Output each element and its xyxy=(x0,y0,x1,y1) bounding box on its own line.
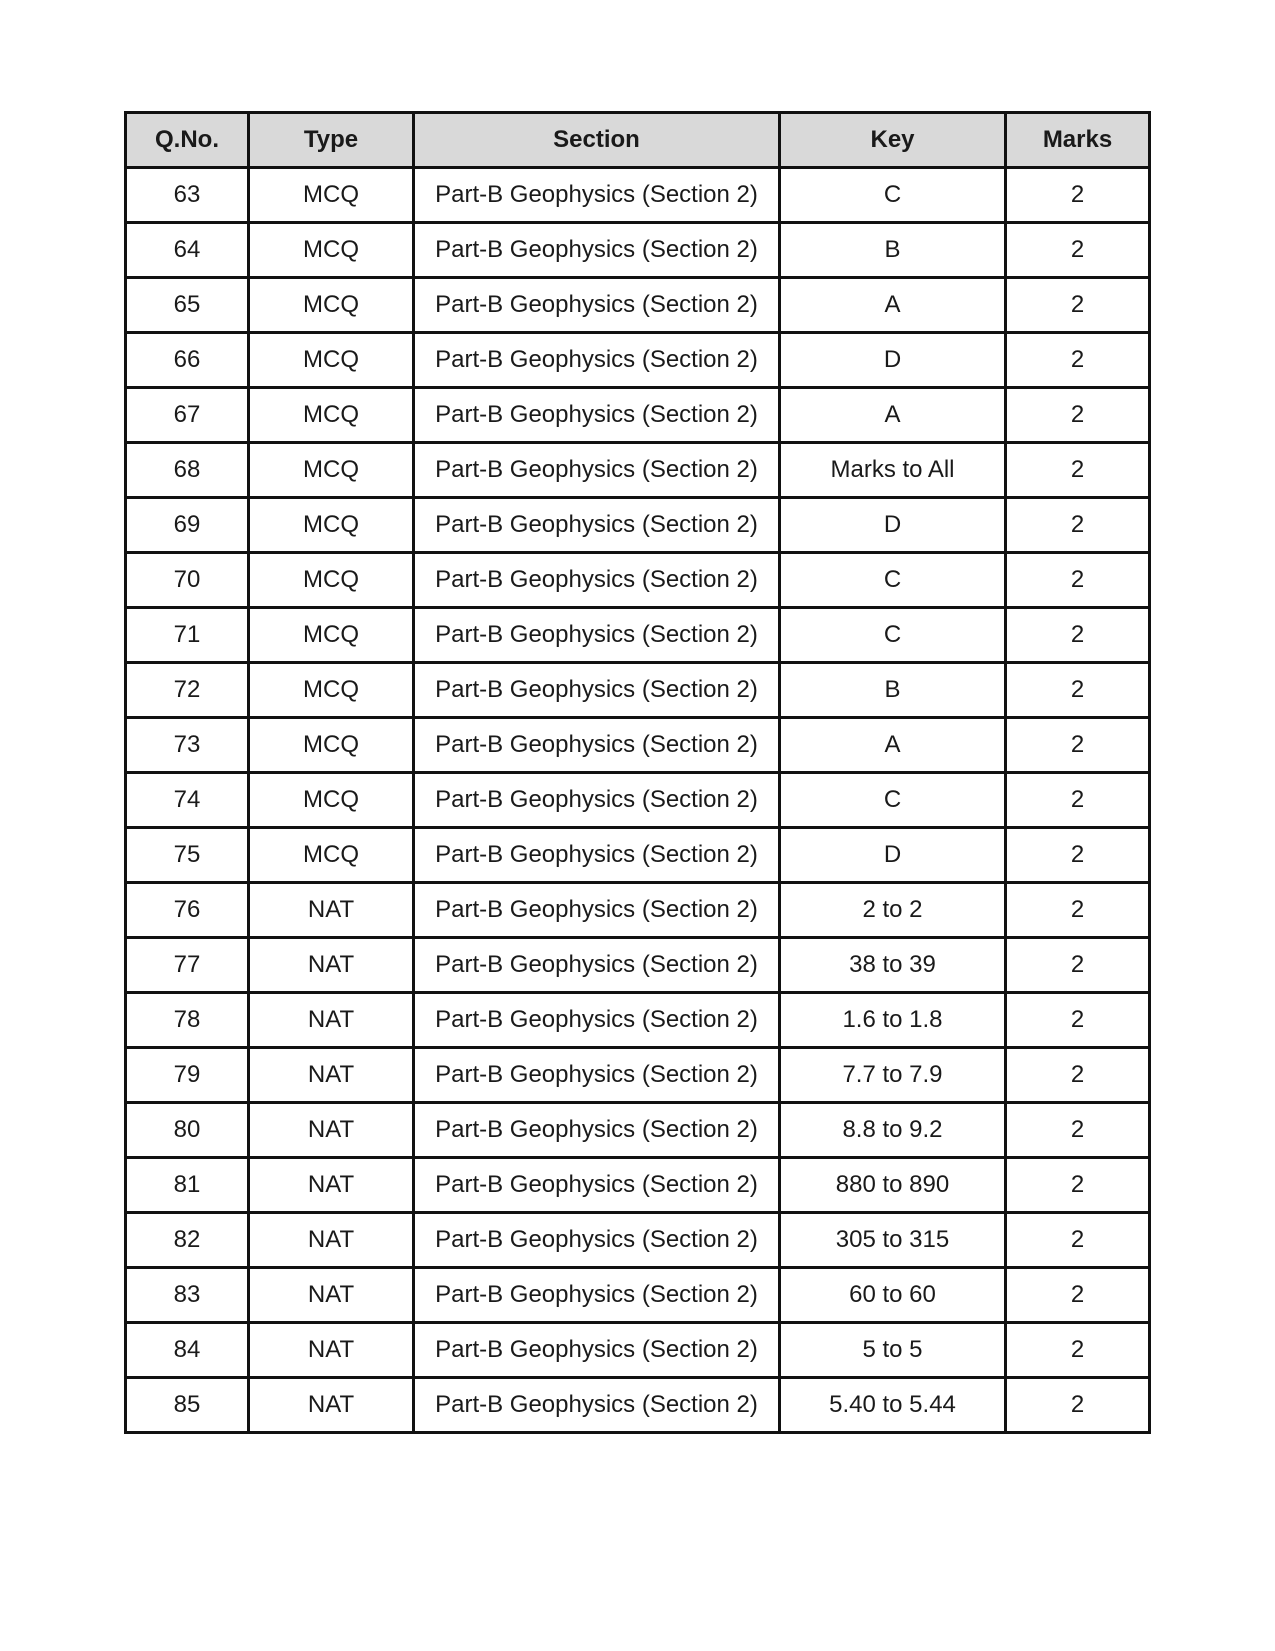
cell-marks: 2 xyxy=(1006,498,1150,553)
table-row xyxy=(126,883,1150,938)
cell-key: C xyxy=(780,608,1006,663)
cell-type: MCQ xyxy=(249,828,414,883)
table-row xyxy=(126,168,1150,223)
cell-section: Part-B Geophysics (Section 2) xyxy=(414,718,780,773)
cell-marks: 2 xyxy=(1006,938,1150,993)
cell-qno: 73 xyxy=(126,718,249,773)
table-row xyxy=(126,553,1150,608)
table-row xyxy=(126,1378,1150,1433)
table-row xyxy=(126,1323,1150,1378)
cell-key: A xyxy=(780,718,1006,773)
cell-qno: 63 xyxy=(126,168,249,223)
cell-key: C xyxy=(780,168,1006,223)
cell-marks: 2 xyxy=(1006,1213,1150,1268)
cell-marks: 2 xyxy=(1006,333,1150,388)
cell-key: C xyxy=(780,773,1006,828)
cell-type: NAT xyxy=(249,1213,414,1268)
cell-key: 5.40 to 5.44 xyxy=(780,1378,1006,1433)
table-body xyxy=(126,168,1150,1433)
cell-section: Part-B Geophysics (Section 2) xyxy=(414,553,780,608)
cell-qno: 66 xyxy=(126,333,249,388)
cell-type: MCQ xyxy=(249,388,414,443)
cell-qno: 71 xyxy=(126,608,249,663)
table-row xyxy=(126,1048,1150,1103)
cell-key: 7.7 to 7.9 xyxy=(780,1048,1006,1103)
cell-section: Part-B Geophysics (Section 2) xyxy=(414,663,780,718)
cell-section: Part-B Geophysics (Section 2) xyxy=(414,1213,780,1268)
table-row xyxy=(126,773,1150,828)
cell-section: Part-B Geophysics (Section 2) xyxy=(414,993,780,1048)
cell-marks: 2 xyxy=(1006,388,1150,443)
cell-marks: 2 xyxy=(1006,443,1150,498)
cell-section: Part-B Geophysics (Section 2) xyxy=(414,938,780,993)
table-header xyxy=(126,113,1150,168)
cell-marks: 2 xyxy=(1006,278,1150,333)
cell-section: Part-B Geophysics (Section 2) xyxy=(414,1323,780,1378)
cell-key: Marks to All xyxy=(780,443,1006,498)
cell-section: Part-B Geophysics (Section 2) xyxy=(414,333,780,388)
header-section: Section xyxy=(414,113,780,168)
header-row xyxy=(126,113,1150,168)
cell-section: Part-B Geophysics (Section 2) xyxy=(414,608,780,663)
cell-key: 38 to 39 xyxy=(780,938,1006,993)
cell-section: Part-B Geophysics (Section 2) xyxy=(414,1268,780,1323)
cell-marks: 2 xyxy=(1006,608,1150,663)
header-key: Key xyxy=(780,113,1006,168)
table-row xyxy=(126,443,1150,498)
cell-type: MCQ xyxy=(249,278,414,333)
table-row xyxy=(126,333,1150,388)
cell-type: MCQ xyxy=(249,168,414,223)
cell-section: Part-B Geophysics (Section 2) xyxy=(414,1378,780,1433)
cell-key: A xyxy=(780,278,1006,333)
cell-qno: 78 xyxy=(126,993,249,1048)
cell-qno: 74 xyxy=(126,773,249,828)
cell-key: 60 to 60 xyxy=(780,1268,1006,1323)
table-row xyxy=(126,498,1150,553)
cell-marks: 2 xyxy=(1006,718,1150,773)
cell-key: 5 to 5 xyxy=(780,1323,1006,1378)
cell-marks: 2 xyxy=(1006,1268,1150,1323)
cell-type: NAT xyxy=(249,1268,414,1323)
cell-section: Part-B Geophysics (Section 2) xyxy=(414,443,780,498)
cell-marks: 2 xyxy=(1006,883,1150,938)
cell-qno: 75 xyxy=(126,828,249,883)
table-row xyxy=(126,938,1150,993)
cell-key: 8.8 to 9.2 xyxy=(780,1103,1006,1158)
cell-qno: 83 xyxy=(126,1268,249,1323)
cell-type: NAT xyxy=(249,938,414,993)
cell-marks: 2 xyxy=(1006,993,1150,1048)
table-row xyxy=(126,1213,1150,1268)
cell-qno: 80 xyxy=(126,1103,249,1158)
cell-qno: 84 xyxy=(126,1323,249,1378)
table-row xyxy=(126,388,1150,443)
table-row xyxy=(126,718,1150,773)
cell-marks: 2 xyxy=(1006,828,1150,883)
cell-marks: 2 xyxy=(1006,1048,1150,1103)
cell-key: B xyxy=(780,223,1006,278)
cell-qno: 81 xyxy=(126,1158,249,1213)
cell-section: Part-B Geophysics (Section 2) xyxy=(414,883,780,938)
cell-key: D xyxy=(780,828,1006,883)
table-row xyxy=(126,223,1150,278)
table-row xyxy=(126,993,1150,1048)
table-row xyxy=(126,1103,1150,1158)
cell-key: B xyxy=(780,663,1006,718)
cell-type: NAT xyxy=(249,883,414,938)
cell-qno: 68 xyxy=(126,443,249,498)
cell-key: 880 to 890 xyxy=(780,1158,1006,1213)
cell-key: C xyxy=(780,553,1006,608)
cell-marks: 2 xyxy=(1006,663,1150,718)
table-row xyxy=(126,828,1150,883)
cell-marks: 2 xyxy=(1006,1103,1150,1158)
cell-type: NAT xyxy=(249,1048,414,1103)
cell-type: MCQ xyxy=(249,223,414,278)
cell-marks: 2 xyxy=(1006,1323,1150,1378)
cell-type: NAT xyxy=(249,993,414,1048)
cell-type: MCQ xyxy=(249,773,414,828)
cell-qno: 67 xyxy=(126,388,249,443)
cell-type: NAT xyxy=(249,1103,414,1158)
cell-qno: 72 xyxy=(126,663,249,718)
table-row xyxy=(126,663,1150,718)
cell-qno: 76 xyxy=(126,883,249,938)
table-row xyxy=(126,278,1150,333)
cell-type: MCQ xyxy=(249,718,414,773)
cell-type: NAT xyxy=(249,1323,414,1378)
cell-key: D xyxy=(780,498,1006,553)
cell-key: 2 to 2 xyxy=(780,883,1006,938)
cell-type: MCQ xyxy=(249,608,414,663)
header-type: Type xyxy=(249,113,414,168)
cell-marks: 2 xyxy=(1006,168,1150,223)
cell-qno: 79 xyxy=(126,1048,249,1103)
cell-qno: 70 xyxy=(126,553,249,608)
cell-section: Part-B Geophysics (Section 2) xyxy=(414,1158,780,1213)
table-row xyxy=(126,1268,1150,1323)
cell-section: Part-B Geophysics (Section 2) xyxy=(414,388,780,443)
cell-type: MCQ xyxy=(249,663,414,718)
cell-key: D xyxy=(780,333,1006,388)
cell-type: MCQ xyxy=(249,443,414,498)
cell-section: Part-B Geophysics (Section 2) xyxy=(414,773,780,828)
header-marks: Marks xyxy=(1006,113,1150,168)
cell-qno: 85 xyxy=(126,1378,249,1433)
table-row xyxy=(126,1158,1150,1213)
cell-section: Part-B Geophysics (Section 2) xyxy=(414,498,780,553)
cell-marks: 2 xyxy=(1006,553,1150,608)
cell-type: MCQ xyxy=(249,498,414,553)
cell-marks: 2 xyxy=(1006,773,1150,828)
cell-key: 305 to 315 xyxy=(780,1213,1006,1268)
cell-section: Part-B Geophysics (Section 2) xyxy=(414,1048,780,1103)
table-row xyxy=(126,608,1150,663)
cell-qno: 69 xyxy=(126,498,249,553)
cell-section: Part-B Geophysics (Section 2) xyxy=(414,1103,780,1158)
cell-type: NAT xyxy=(249,1158,414,1213)
cell-key: 1.6 to 1.8 xyxy=(780,993,1006,1048)
answer-key-table xyxy=(124,111,1151,1434)
cell-type: NAT xyxy=(249,1378,414,1433)
cell-qno: 82 xyxy=(126,1213,249,1268)
cell-marks: 2 xyxy=(1006,223,1150,278)
header-qno: Q.No. xyxy=(126,113,249,168)
cell-marks: 2 xyxy=(1006,1378,1150,1433)
cell-qno: 77 xyxy=(126,938,249,993)
cell-qno: 64 xyxy=(126,223,249,278)
cell-section: Part-B Geophysics (Section 2) xyxy=(414,223,780,278)
cell-type: MCQ xyxy=(249,553,414,608)
cell-qno: 65 xyxy=(126,278,249,333)
cell-section: Part-B Geophysics (Section 2) xyxy=(414,278,780,333)
cell-key: A xyxy=(780,388,1006,443)
cell-type: MCQ xyxy=(249,333,414,388)
cell-section: Part-B Geophysics (Section 2) xyxy=(414,168,780,223)
cell-section: Part-B Geophysics (Section 2) xyxy=(414,828,780,883)
cell-marks: 2 xyxy=(1006,1158,1150,1213)
